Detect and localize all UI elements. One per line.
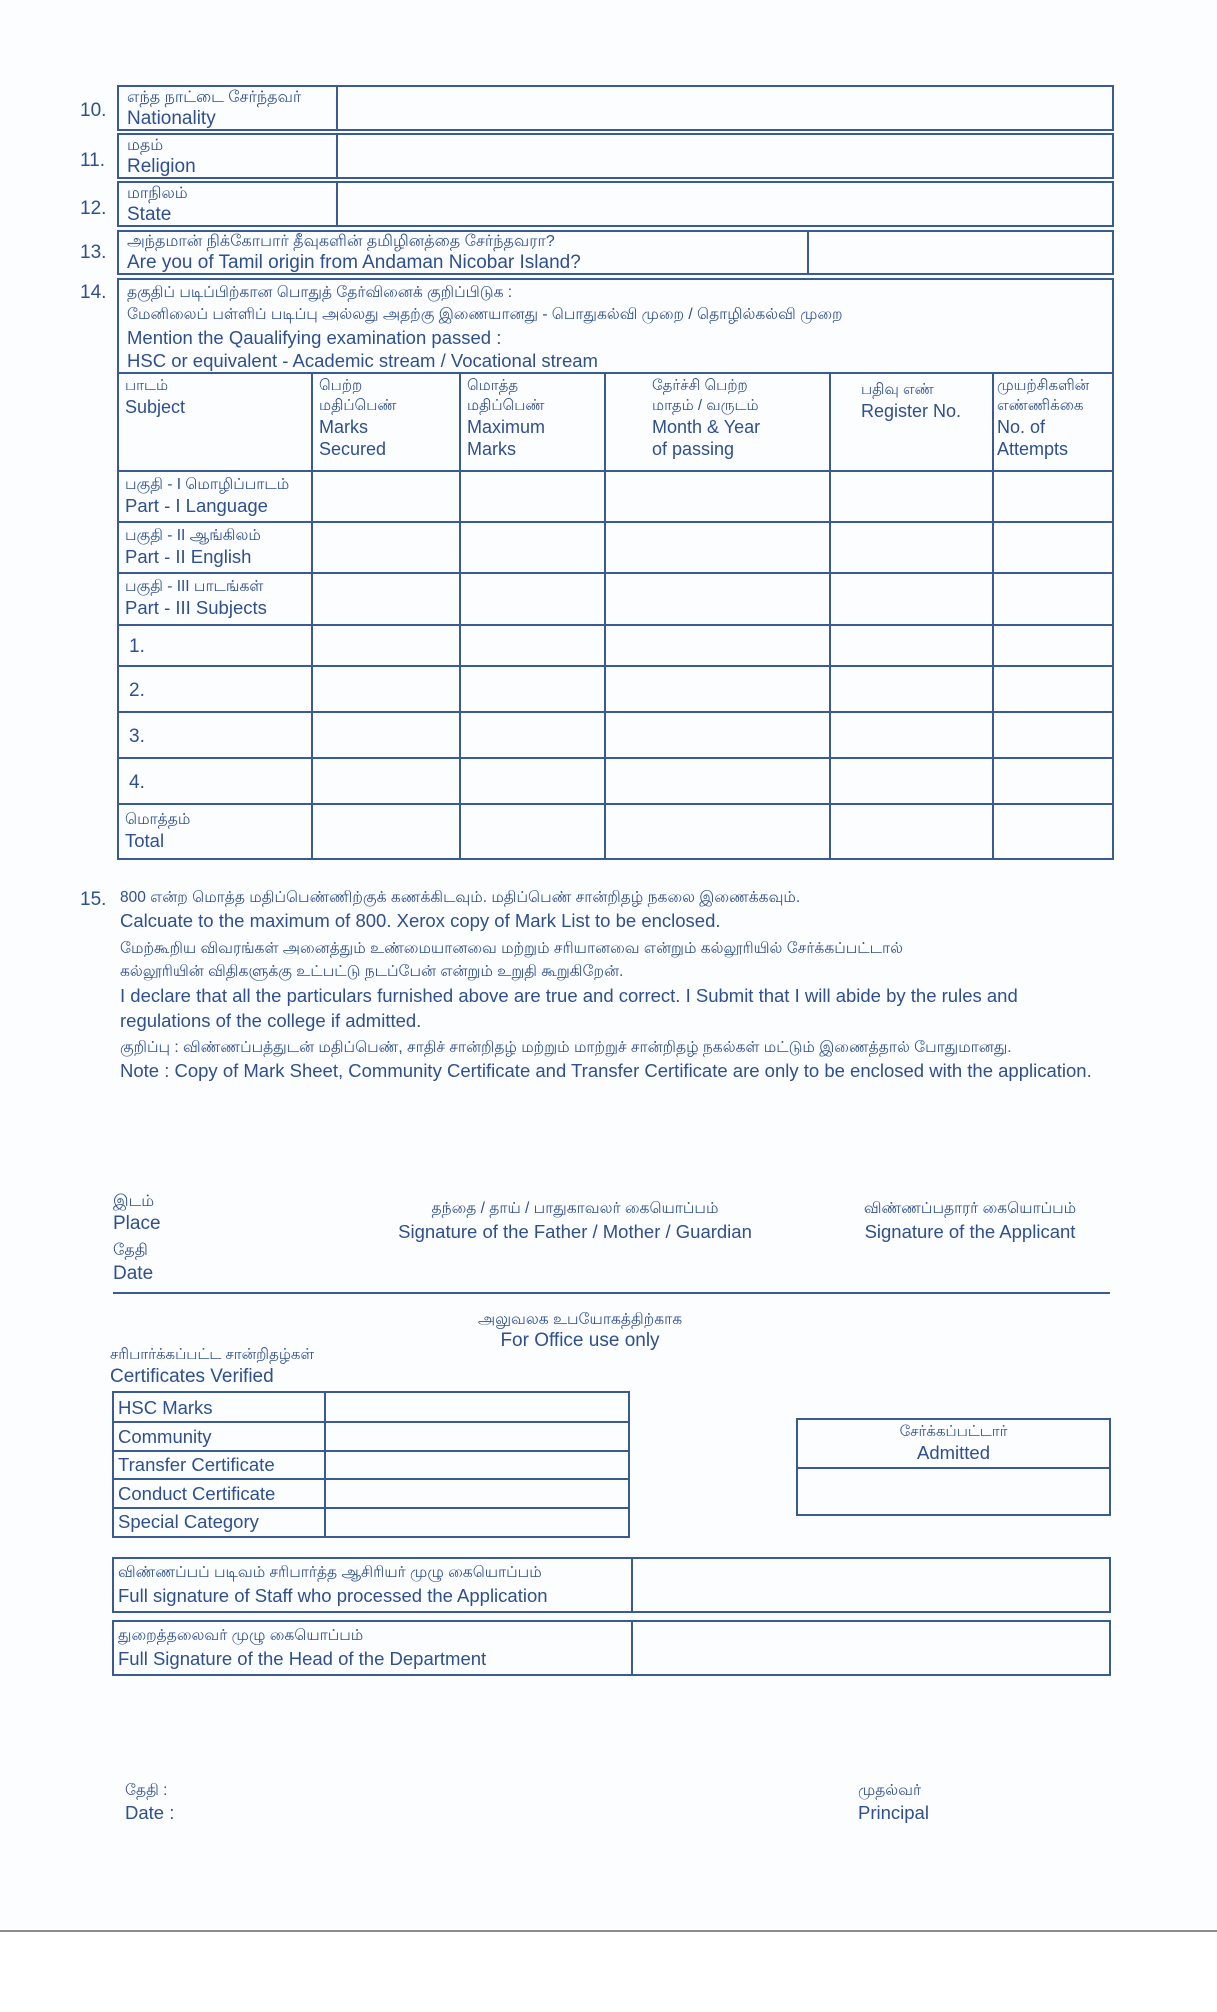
cert-community-check[interactable] xyxy=(326,1423,628,1450)
marks-secured-subject-1[interactable] xyxy=(313,626,459,665)
admitted-box xyxy=(796,1418,1111,1516)
nationality-label: எந்த நாட்டை சேர்ந்தவர் Nationality xyxy=(127,89,302,129)
col-header-subject: பாடம் Subject xyxy=(125,377,186,417)
row-number-10: 10. xyxy=(80,100,107,121)
admitted-label: சேர்க்கப்பட்டார் Admitted xyxy=(899,1423,1008,1463)
table-row-subject-1: 1. xyxy=(129,636,145,657)
nationality-input[interactable] xyxy=(339,87,1112,129)
table-rule xyxy=(119,757,1112,759)
certificates-verified-label: சரிபார்க்கப்பட்ட சான்றிதழ்கள் Certificates Verified xyxy=(110,1346,315,1387)
cert-community: Community xyxy=(118,1426,212,1447)
table-row-subject-4: 4. xyxy=(129,772,145,793)
table-rule xyxy=(119,711,1112,713)
andaman-origin-input[interactable] xyxy=(810,232,1112,273)
certificates-verified-table xyxy=(112,1391,630,1538)
staff-signature-field[interactable] xyxy=(633,1559,1109,1611)
marks-secured-subject-2[interactable] xyxy=(313,667,459,711)
table-rule xyxy=(119,665,1112,667)
table-row-part1: பகுதி - I மொழிப்பாடம் Part - I Language xyxy=(125,476,290,516)
marks-secured-part2[interactable] xyxy=(313,523,459,572)
month-year-part1[interactable] xyxy=(606,472,829,521)
divider xyxy=(336,183,338,225)
max-marks-part2[interactable] xyxy=(461,523,604,572)
office-use-title: அலுவலக உபயோகத்திற்காக For Office use only xyxy=(477,1311,683,1351)
qualifying-exam-section xyxy=(117,278,1114,860)
row-number-11: 11. xyxy=(80,150,106,171)
row-number-14: 14. xyxy=(80,282,107,303)
table-row-part2: பகுதி - II ஆங்கிலம் Part - II English xyxy=(125,527,261,567)
cert-conduct-check[interactable] xyxy=(326,1480,628,1507)
cert-conduct: Conduct Certificate xyxy=(118,1483,276,1504)
guardian-signature: தந்தை / தாய் / பாதுகாவலர் கையொப்பம் Signature of the Father / Mother / Guardian xyxy=(398,1200,752,1242)
hod-signature-field[interactable] xyxy=(633,1622,1109,1674)
marks-table xyxy=(119,372,1112,858)
marks-secured-subject-3[interactable] xyxy=(313,713,459,757)
col-header-attempts: முயற்சிகளின் எண்ணிக்கை No. of Attempts xyxy=(997,377,1090,459)
state-label: மாநிலம் State xyxy=(127,185,188,225)
qualifying-exam-instructions: தகுதிப் படிப்பிற்கான பொதுத் தேர்வினைக் குறிப்பிடுக : மேனிலைப் பள்ளிப் படிப்பு அல்லது அதற்கு இணையானது - பொதுகல்வி முறை / தொழில்கல்வி முறை Mention the Qaualifying examination passed : HSC or equivalent - Academic stream / Vocational stream xyxy=(127,284,843,371)
attempts-part2[interactable] xyxy=(994,523,1114,572)
hod-signature-row xyxy=(112,1620,1111,1676)
state-input[interactable] xyxy=(339,183,1112,225)
footer-principal: முதல்வர் Principal xyxy=(858,1782,929,1823)
col-header-register-no: பதிவு எண் Register No. xyxy=(861,381,962,421)
table-row-subject-2: 2. xyxy=(129,680,145,701)
row-number-15: 15. xyxy=(80,889,107,910)
cert-special-category: Special Category xyxy=(118,1511,259,1532)
cert-transfer-check[interactable] xyxy=(326,1452,628,1478)
table-row-part3: பகுதி - III பாடங்கள் Part - III Subjects xyxy=(125,578,267,618)
hod-signature-label: துறைத்தலைவர் முழு கையொப்பம் Full Signature of the Head of the Department xyxy=(118,1627,487,1669)
staff-signature-label: விண்ணப்பப் படிவம் சரிபார்த்த ஆசிரியர் முழு கையொப்பம் Full signature of Staff who processed the Application xyxy=(118,1564,548,1606)
date-field: தேதி Date xyxy=(113,1242,154,1284)
col-header-marks-secured: பெற்ற மதிப்பெண் Marks Secured xyxy=(319,377,397,459)
andaman-origin-label: அந்தமான் நிக்கோபார் தீவுகளின் தமிழினத்தை சேர்ந்தவரா? Are you of Tamil origin from Andaman Nicobar Island? xyxy=(127,233,581,273)
month-year-part2[interactable] xyxy=(606,523,829,572)
table-rule xyxy=(119,624,1112,626)
max-marks-part1[interactable] xyxy=(461,472,604,521)
divider xyxy=(336,135,338,177)
andaman-origin-row xyxy=(117,230,1114,275)
state-row xyxy=(117,181,1114,227)
marks-secured-part1[interactable] xyxy=(313,472,459,521)
table-row-total: மொத்தம் Total xyxy=(125,811,191,851)
attempts-part1[interactable] xyxy=(994,472,1114,521)
signature-divider xyxy=(113,1292,1110,1294)
marks-secured-subject-4[interactable] xyxy=(313,759,459,803)
table-row-subject-3: 3. xyxy=(129,726,145,747)
place-field: இடம் Place xyxy=(113,1193,161,1234)
cert-special-category-check[interactable] xyxy=(326,1509,628,1536)
cert-transfer: Transfer Certificate xyxy=(118,1454,275,1475)
register-no-part1[interactable] xyxy=(831,472,992,521)
table-col-rule xyxy=(829,372,831,858)
row-number-13: 13. xyxy=(80,242,107,263)
nationality-row xyxy=(117,85,1114,131)
row-number-12: 12. xyxy=(80,198,107,219)
col-header-month-year: தேர்ச்சி பெற்ற மாதம் / வருடம் Month & Year of passing xyxy=(652,377,761,459)
footer-date: தேதி : Date : xyxy=(125,1782,175,1823)
marks-secured-total[interactable] xyxy=(313,805,459,860)
cert-hsc-marks-check[interactable] xyxy=(326,1393,628,1421)
religion-row xyxy=(117,133,1114,179)
religion-label: மதம் Religion xyxy=(127,137,196,177)
divider xyxy=(807,232,809,273)
staff-signature-row xyxy=(112,1557,1111,1613)
divider xyxy=(336,87,338,129)
cert-hsc-marks: HSC Marks xyxy=(118,1397,213,1418)
col-header-maximum-marks: மொத்த மதிப்பெண் Maximum Marks xyxy=(467,377,546,459)
declaration-section: 800 என்ற மொத்த மதிப்பெண்ணிற்குக் கணக்கிடவும். மதிப்பெண் சான்றிதழ் நகலை இணைக்கவும். Calcuate to the maximum of 800. Xerox copy of Mark List to be enclosed. மேற்கூறிய விவரங்கள் அனைத்தும் உண்மையானவை மற்றும் சரியானவை என்றும் கல்லூரியில் சேர்க்கப்பட்டால் கல்லூரியின் விதிகளுக்கு உட்பட்டு நடப்பேன் என்றும் உறுதி கூறுகிறேன். I declare that all the particulars furnished above are true and correct. I Submit that I will abide by the rules and regulations of the college if admitted. குறிப்பு : விண்ணப்பத்துடன் மதிப்பெண், சாதிச் சான்றிதழ் மற்றும் மாற்றுச் சான்றிதழ் நகல்கள் மட்டும் இணைத்தால் போதுமானது. Note : Copy of Mark Sheet, Community Certificate and Transfer Certificate are only to be enclosed with the application. xyxy=(120,889,1092,1081)
admitted-input[interactable] xyxy=(798,1469,1109,1514)
register-no-part2[interactable] xyxy=(831,523,992,572)
religion-input[interactable] xyxy=(339,135,1112,177)
applicant-signature: விண்ணப்பதாரர் கையொப்பம் Signature of the Applicant xyxy=(863,1200,1077,1242)
table-rule xyxy=(119,803,1112,805)
table-rule xyxy=(119,572,1112,574)
